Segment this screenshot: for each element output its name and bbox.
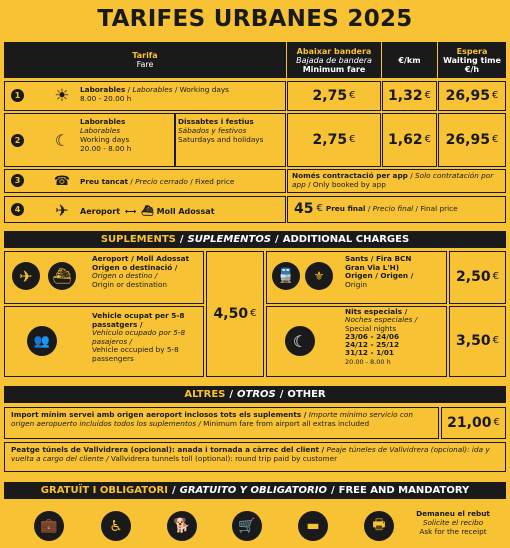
supp-a-l1: Aeroport / Moll Adossat [92, 254, 190, 263]
stroller-icon: 🛒 [232, 511, 262, 541]
sep: / [275, 234, 279, 245]
rate-1-flag-value: 2,75 [312, 87, 348, 104]
receipt-printer-icon: 🖶 [364, 511, 394, 541]
euro-sign: € [493, 416, 500, 428]
rate-3-note-en: Only booked by app [312, 179, 386, 189]
supp-date-2: 24/12 - 25/12 [345, 340, 400, 350]
other-toll-es: Peaje túneles de Vallvidrera (opcional): ida y vuelta a cargo del cliente / [11, 445, 490, 463]
receipt-text [400, 509, 506, 536]
rate-4-port: Moll Adossat [156, 207, 215, 216]
moon-icon: ☾ [285, 326, 315, 356]
wheelchair-icon: ♿ [101, 511, 131, 541]
other-toll-cell [4, 442, 506, 472]
supp-v-l1: Vehicle ocupat per 5-8 [92, 311, 185, 320]
supp-a-l4: Origin or destination [92, 279, 168, 289]
supp-left-price [206, 251, 264, 377]
ship-icon: ⛴ [141, 206, 154, 217]
rate-4-final-es: Precio final [372, 204, 414, 214]
luggage-icon: 💼 [34, 511, 64, 541]
rate-3-note-ca: Només contractació per app [292, 171, 408, 180]
header-wait-en: Waiting time [443, 55, 501, 65]
rate-2-ca: Laborables [80, 117, 126, 126]
rate-2-km-value: 1,62 [388, 131, 423, 148]
sep: / [229, 389, 234, 400]
supp-title-en: ADDITIONAL CHARGES [282, 234, 410, 245]
rate-2-divider [174, 113, 176, 167]
receipt-en: Ask for the receipt [419, 527, 487, 536]
supp-sants-text [345, 255, 413, 289]
rate-1-km-value: 1,32 [388, 87, 423, 104]
rate-1-km [382, 81, 437, 111]
supp-night-price [449, 306, 506, 377]
rate-3-note-es: Solo contratación por app [292, 171, 494, 189]
supp-date-3: 31/12 - 1/01 [345, 348, 394, 358]
rate-3-number: 3 [11, 174, 24, 187]
supp-a-l2: Origen o destinació / [92, 262, 178, 272]
header-km-label: €/km [398, 55, 421, 65]
euro-sign: € [424, 89, 431, 101]
header-flag-ca: Abaixar bandera [296, 46, 372, 56]
other-min-price [441, 407, 506, 439]
rate-1-wait-value: 26,95 [445, 87, 490, 104]
page-title: TARIFES URBANES 2025 [97, 6, 413, 32]
supp-n-l1: Nits especials / [345, 307, 408, 316]
header-fare [4, 42, 286, 78]
header-fare-en: Fare [136, 60, 154, 69]
other-min-es: Importe mínimo servicio con origen aeropuerto incluidos todos los suplementos / [11, 410, 413, 428]
rate-2-es2: Sábados y festivos [178, 126, 247, 135]
rate-1-number: 1 [11, 89, 24, 102]
rate-3-note: Només contractació per app / Solo contratación por app / Only booked by app [287, 169, 506, 193]
rate-3-ca: Preu tancat [80, 177, 128, 186]
other-title-en: OTHER [287, 389, 326, 400]
passengers-icon: 👥 [27, 326, 57, 356]
header-flag-en: Minimum fare [302, 64, 366, 74]
supp-night-price-value: 3,50 [456, 333, 491, 350]
moon-icon: ☾ [54, 130, 70, 150]
header-wait-ca: Espera [456, 46, 488, 56]
ship-icon: ⛴ [48, 262, 76, 290]
rate-1-hours: 8.00 - 20.00 h [80, 94, 132, 103]
euro-sign: € [491, 89, 499, 101]
rate-3-label: Preu tancat / Precio cerrado / Fixed price [80, 177, 235, 186]
free-title-ca: GRATUÏT I OBLIGATORI [40, 485, 168, 496]
supp-vehicle-text [92, 312, 185, 364]
euro-sign: € [424, 133, 431, 145]
other-min-en: Minimum fare from airport all extras included [203, 418, 370, 428]
euro-sign: € [492, 335, 499, 347]
rate-2-wait-value: 26,95 [445, 131, 490, 148]
train-icon: 🚆 [272, 262, 300, 290]
phone-hand-icon: ☎ [53, 173, 71, 189]
header-flag [287, 42, 381, 78]
supp-airport-text [92, 255, 189, 289]
other-min-ca: Import mínim servei amb origen aeroport inclosos tots els suplements / [11, 410, 307, 419]
airplane-icon: ✈ [12, 262, 40, 290]
rate-4-label [80, 206, 215, 217]
supp-title-ca: SUPLEMENTS [100, 234, 176, 245]
rate-3-en: Fixed price [194, 177, 235, 186]
supp-s-l3: Origen / Origen / [345, 271, 414, 281]
other-toll-ca: Peatge túnels de Vallvidrera (opcional): anada i tornada a càrrec del client / [11, 445, 325, 454]
other-title-ca: ALTRES [184, 389, 226, 400]
sun-icon: ☀ [54, 86, 70, 106]
header-wait [438, 42, 506, 78]
sep: / [179, 234, 184, 245]
rate-2-flag-value: 2,75 [312, 131, 348, 148]
rate-1-ca: Laborables [80, 85, 126, 94]
rate-2-km [382, 113, 437, 167]
rate-3-es: Precio cerrado [135, 177, 188, 186]
arrow-both-icon: ⟷ [124, 207, 137, 216]
rate-1-wait [438, 81, 506, 111]
supp-sants-price [449, 251, 506, 304]
supp-date-1: 23/06 - 24/06 [345, 331, 400, 341]
rate-2-weekend [178, 117, 263, 144]
euro-sign: € [492, 271, 499, 283]
supp-s-l4: Origin [345, 279, 368, 289]
sep: / [330, 485, 335, 496]
rate-2-en: Working days [80, 135, 130, 144]
supp-n-l2: Noches especiales / [345, 315, 418, 325]
rate-1-en: Working days [179, 85, 229, 94]
euro-sign: € [491, 133, 499, 145]
supp-v-l2: passatgers / [92, 319, 143, 329]
supplements-bar [4, 231, 506, 248]
free-title-en: FREE AND MANDATORY [338, 485, 470, 496]
supp-n-l3: Special nights [345, 323, 397, 333]
sep: / [279, 389, 284, 400]
header-wait-unit: €/h [464, 64, 480, 74]
header-tarifa: Tarifa [132, 51, 158, 60]
rate-2-en2: Saturdays and holidays [178, 135, 264, 144]
card-payment-icon: ▬ [298, 511, 328, 541]
sep: / [171, 485, 176, 496]
rate-2-number: 2 [11, 134, 24, 147]
rate-4-airport: Aeroport [80, 207, 121, 216]
supp-v-l4: pasajeros / [92, 336, 132, 346]
supp-left-price-value: 4,50 [213, 305, 249, 322]
rate-4-final-ca: Preu final [325, 204, 366, 214]
euro-sign: € [316, 203, 323, 215]
rate-2-es: Laborables [80, 126, 121, 135]
supp-s-l1: Sants / Fira BCN [345, 254, 412, 263]
other-bar [4, 386, 506, 403]
rate-4-final-en: Final price [420, 204, 458, 214]
rate-1-flag [287, 81, 381, 111]
rate-1-es: Laborables [132, 85, 173, 94]
supp-title-es: SUPLEMENTOS [187, 234, 272, 245]
supp-v-l5: Vehicle occupied by 5-8 [92, 345, 179, 355]
other-min-cell [4, 407, 439, 439]
other-title-es: OTROS [237, 389, 276, 400]
euro-sign: € [349, 89, 356, 101]
supp-sants-price-value: 2,50 [456, 269, 491, 286]
rate-2-wait [438, 113, 506, 167]
supp-s-l2: Gran Via L'H) [345, 262, 400, 272]
guide-dog-icon: 🐕 [167, 511, 197, 541]
euro-sign: € [349, 133, 356, 145]
free-title-es: GRATUITO Y OBLIGATORIO [179, 485, 327, 496]
rate-4-price-cell: 45 € Preu final / Precio final / Final price [287, 196, 506, 223]
rate-4-price: 45 [294, 201, 314, 218]
receipt-ca: Demaneu el rebut [416, 509, 490, 518]
euro-sign: € [250, 307, 257, 319]
other-min-price-value: 21,00 [447, 414, 492, 431]
supp-v-l3: Vehículo ocupado por 5-8 [92, 328, 186, 338]
supp-night-text [345, 308, 417, 366]
rate-2-flag [287, 113, 381, 167]
header-flag-es: Bajada de bandera [296, 55, 372, 65]
fair-icon: ⚜ [305, 262, 333, 290]
rate-1-label: Laborables / Laborables / Working days 8.00 - 20.00 h [80, 85, 229, 103]
supp-v-l6: passengers [92, 353, 134, 363]
other-toll-en: Vallvidrera tunnels toll (optional): round trip paid by customer [110, 453, 338, 463]
receipt-es: Solicite el recibo [422, 518, 484, 527]
airplane-icon: ✈ [55, 200, 69, 220]
supp-n-hours: 20.00 - 8.00 h [345, 357, 391, 366]
rate-2-label [80, 117, 131, 153]
rate-2-ca2: Dissabtes i festius [178, 117, 254, 126]
rate-2-hours: 20.00 - 8.00 h [80, 144, 132, 153]
header-km [382, 42, 437, 78]
free-bar [4, 482, 506, 499]
supp-a-l3: Origen o destino / [92, 271, 158, 281]
rate-4-number: 4 [11, 203, 24, 216]
